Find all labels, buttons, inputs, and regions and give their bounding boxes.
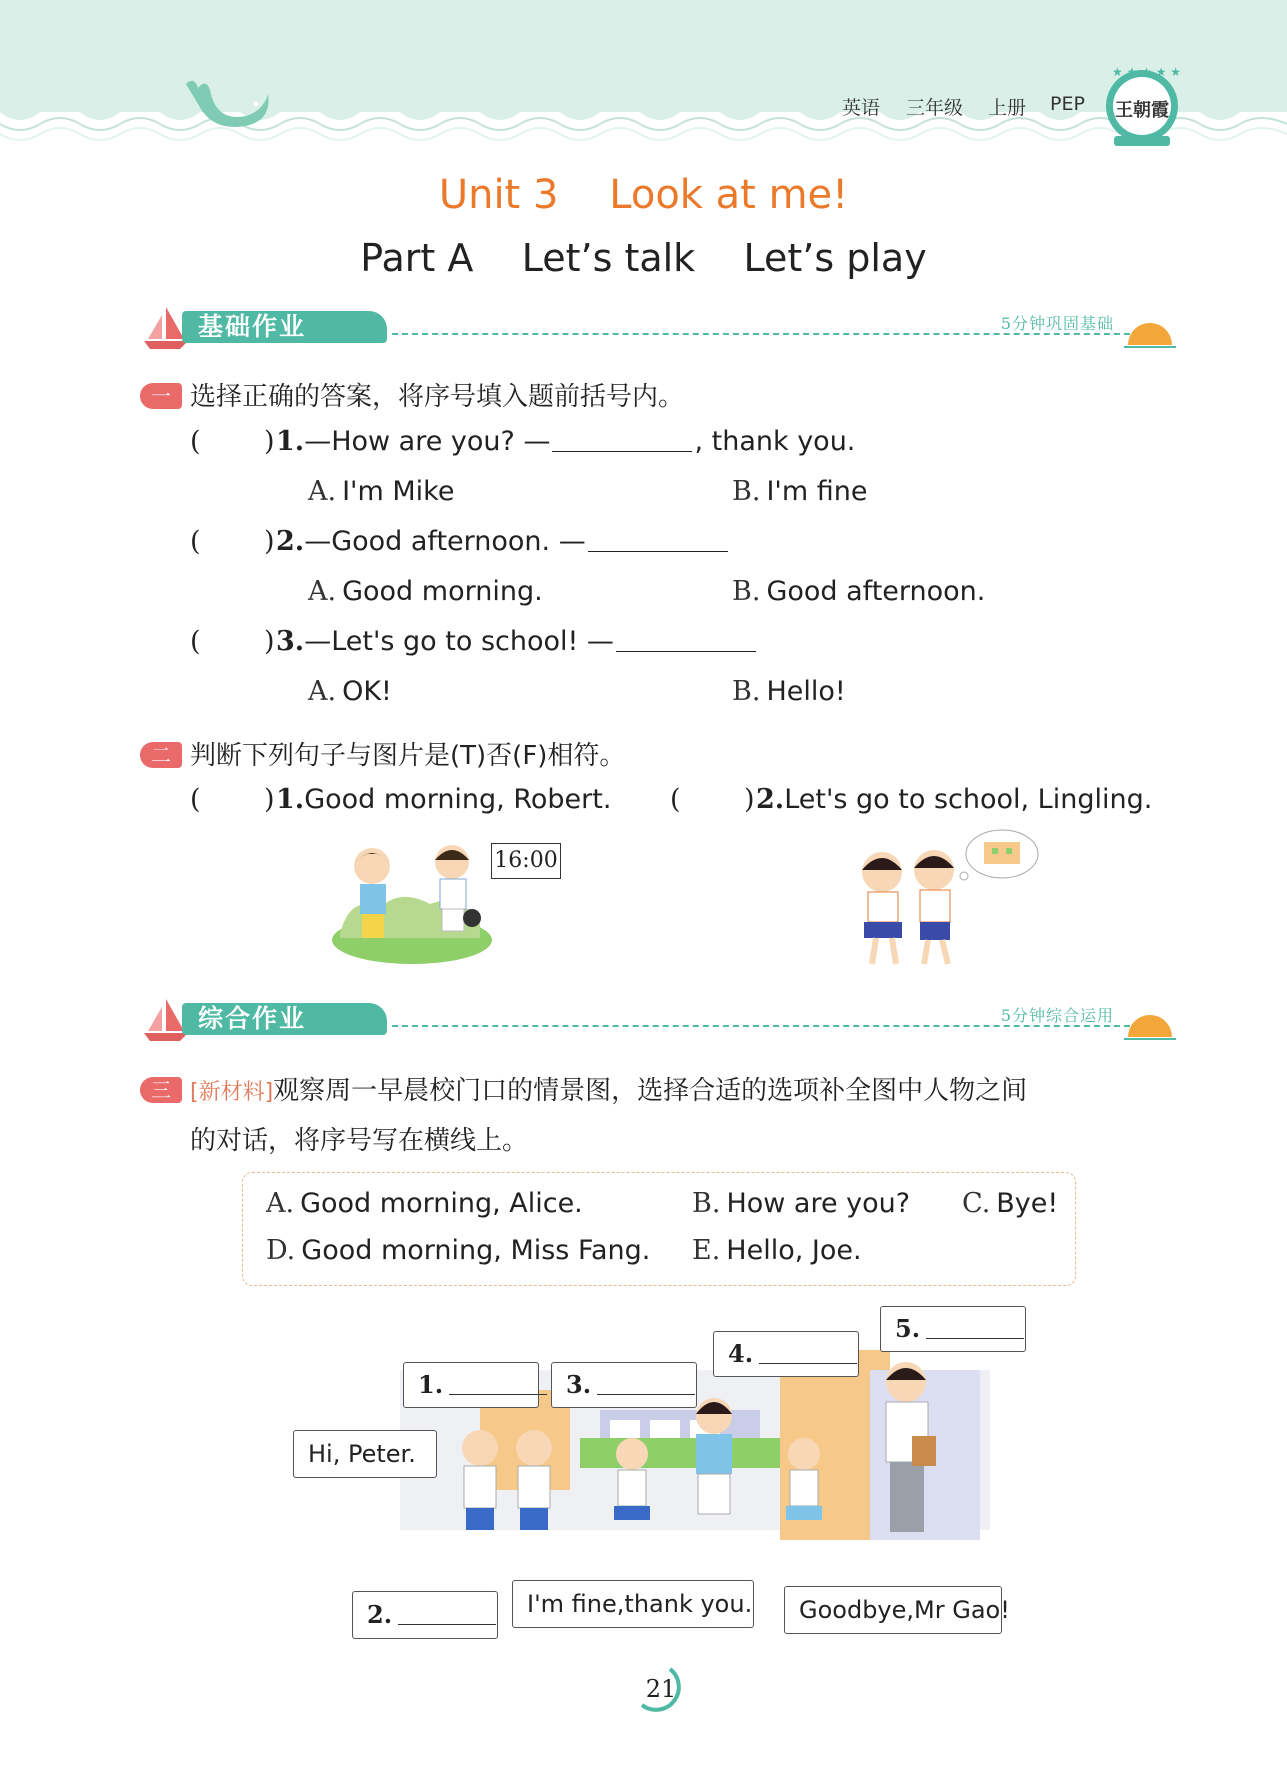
answer-paren-close: ) [264, 526, 275, 557]
answer-blank[interactable] [552, 429, 692, 452]
new-material-tag: [新材料] [190, 1080, 274, 1105]
question-instruction: 选择正确的答案，将序号填入题前括号内。 [190, 382, 685, 412]
answer-paren-close: ) [264, 784, 275, 815]
illustration-kids-walking-to-school [842, 826, 1042, 972]
q1-item-2-option-b[interactable]: B. Good afternoon. [732, 576, 986, 607]
q1-item-1: 1.—How are you? — , thank you. [276, 426, 856, 457]
speech-bubble-hi-peter: Hi, Peter. [293, 1430, 437, 1478]
answer-paren-close: ) [264, 426, 275, 457]
question-instruction: 判断下列句子与图片是(T)否(F)相符。 [190, 741, 626, 771]
section-label-basic: 基础作业 [182, 311, 387, 343]
whale-icon [176, 74, 272, 130]
logo-text: 王朝霞 [1115, 100, 1169, 121]
speech-bubble-1[interactable]: 1. [403, 1362, 539, 1408]
section-banner-comprehensive [140, 995, 1180, 1043]
sunrise-icon [1120, 1007, 1180, 1043]
q1-item-2-option-a[interactable]: A. Good morning. [308, 576, 543, 607]
answer-paren-close: ) [264, 626, 275, 657]
section-label-comprehensive: 综合作业 [182, 1003, 387, 1035]
q1-item-1-option-a[interactable]: A. I'm Mike [308, 476, 455, 507]
speech-bubble-5[interactable]: 5. [880, 1306, 1026, 1352]
answer-paren-open: ( [190, 784, 201, 815]
header-edition: PEP [1050, 93, 1085, 115]
part-title: Part A Let’s talk Let’s play [360, 236, 927, 280]
svg-text:★ ★ ★ ★ ★: ★ ★ ★ ★ ★ [1112, 65, 1182, 79]
section-note-comprehensive: 5分钟综合运用 [1000, 1006, 1114, 1025]
answer-paren-open: ( [190, 426, 201, 457]
option-a: A. Good morning, Alice. [266, 1188, 583, 1219]
q1-item-1-option-b[interactable]: B. I'm fine [732, 476, 868, 507]
answer-paren-open: ( [670, 784, 681, 815]
q1-item-3: 3.—Let's go to school! — [276, 626, 758, 657]
q2-item-2: 2.Let's go to school, Lingling. [756, 784, 1153, 815]
question-2-heading [140, 735, 625, 772]
page-number: 21 [645, 1675, 677, 1703]
question-3-instruction-cont: 的对话，将序号写在横线上。 [190, 1126, 529, 1156]
brand-logo [1102, 62, 1182, 148]
speech-bubble-3[interactable]: 3. [551, 1362, 697, 1408]
question-number-badge: 二 [140, 742, 182, 768]
option-c: C. Bye! [962, 1188, 1059, 1219]
answer-blank[interactable] [616, 629, 756, 652]
question-number-badge: 三 [140, 1077, 182, 1103]
header-grade: 三年级 [906, 97, 964, 119]
unit-title: Unit 3 Look at me! [438, 172, 849, 218]
header-volume: 上册 [988, 97, 1027, 119]
question-1-heading [140, 376, 684, 413]
option-d: D. Good morning, Miss Fang. [266, 1235, 651, 1266]
section-banner-basic [140, 303, 1180, 351]
q1-item-3-option-b[interactable]: B. Hello! [732, 676, 846, 707]
answer-blank[interactable] [588, 529, 728, 552]
question-instruction: 观察周一早晨校门口的情景图，选择合适的选项补全图中人物之间 [273, 1076, 1028, 1106]
answer-paren-close: ) [744, 784, 755, 815]
option-b: B. How are you? [692, 1188, 911, 1219]
question-number-badge: 一 [140, 383, 182, 409]
header-subject: 英语 [842, 97, 881, 119]
question-3-heading [140, 1070, 1027, 1107]
option-e: E. Hello, Joe. [692, 1235, 862, 1266]
q1-item-3-option-a[interactable]: A. OK! [308, 676, 392, 707]
page-header [0, 0, 1287, 150]
illustration-kids-greeting [330, 838, 500, 966]
section-note-basic: 5分钟巩固基础 [1000, 314, 1114, 333]
q2-item-1: 1.Good morning, Robert. [276, 784, 612, 815]
clock-display: 16:00 [491, 843, 561, 879]
q1-item-2: 2.—Good afternoon. — [276, 526, 730, 557]
answer-paren-open: ( [190, 626, 201, 657]
answer-paren-open: ( [190, 526, 201, 557]
speech-bubble-im-fine: I'm fine,thank you. [512, 1580, 754, 1628]
speech-bubble-2[interactable]: 2. [352, 1591, 498, 1639]
speech-bubble-goodbye: Goodbye,Mr Gao! [784, 1586, 1002, 1634]
speech-bubble-4[interactable]: 4. [713, 1331, 859, 1377]
sunrise-icon [1120, 315, 1180, 351]
